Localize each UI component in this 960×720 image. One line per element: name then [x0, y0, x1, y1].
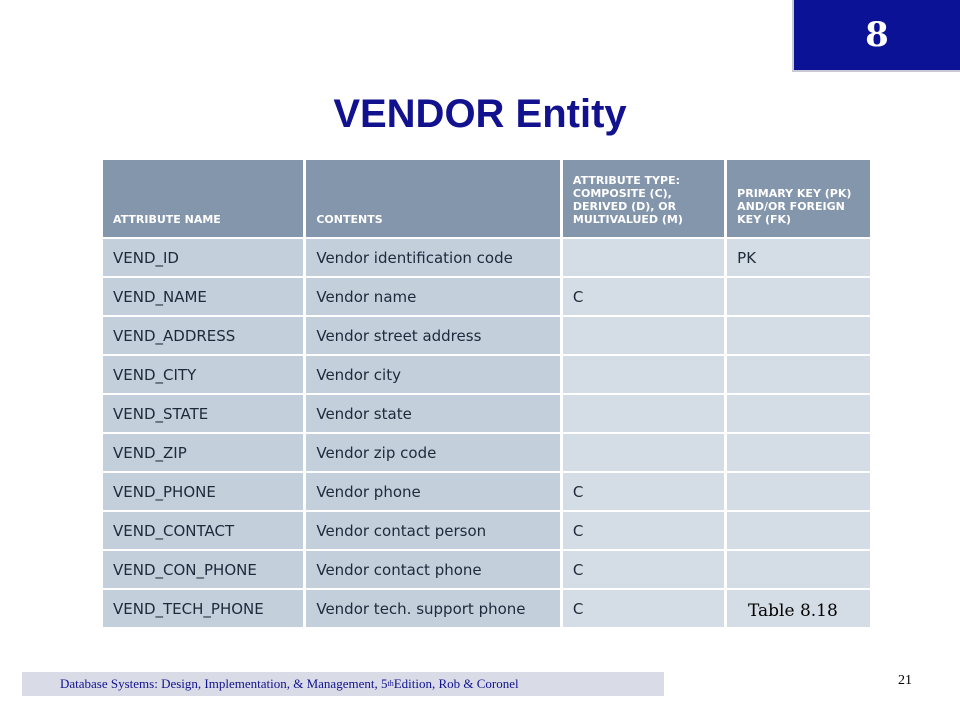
- key-cell: [727, 551, 870, 588]
- contents-cell: Vendor contact phone: [306, 551, 560, 588]
- attribute-name-cell: VEND_CITY: [103, 356, 303, 393]
- table-header-row: [103, 160, 870, 237]
- table-row: [103, 239, 870, 276]
- table-caption: Table 8.18: [748, 601, 838, 621]
- table-row: [103, 356, 870, 393]
- attribute-name-cell: VEND_CONTACT: [103, 512, 303, 549]
- attribute-type-cell: [563, 434, 724, 471]
- attribute-name-cell: VEND_NAME: [103, 278, 303, 315]
- contents-cell: Vendor zip code: [306, 434, 560, 471]
- table-row: [103, 278, 870, 315]
- key-cell: [727, 512, 870, 549]
- attribute-name-cell: VEND_ADDRESS: [103, 317, 303, 354]
- contents-cell: Vendor name: [306, 278, 560, 315]
- contents-cell: Vendor city: [306, 356, 560, 393]
- attribute-type-cell: C: [563, 278, 724, 315]
- contents-cell: Vendor identification code: [306, 239, 560, 276]
- header-attribute-type: ATTRIBUTE TYPE: COMPOSITE (C), DERIVED (D), OR MULTIVALUED (M): [563, 160, 724, 237]
- key-cell: [727, 317, 870, 354]
- key-cell: [727, 356, 870, 393]
- footer-text-main: Database Systems: Design, Implementation, & Management, 5: [60, 676, 388, 691]
- attribute-name-cell: VEND_ID: [103, 239, 303, 276]
- contents-cell: Vendor street address: [306, 317, 560, 354]
- table-row: [103, 434, 870, 471]
- attribute-type-cell: C: [563, 512, 724, 549]
- table-row: [103, 473, 870, 510]
- attribute-type-cell: C: [563, 551, 724, 588]
- attribute-name-cell: VEND_TECH_PHONE: [103, 590, 303, 627]
- attribute-type-cell: [563, 317, 724, 354]
- key-cell: [727, 395, 870, 432]
- header-key: PRIMARY KEY (PK) AND/OR FOREIGN KEY (FK): [727, 160, 870, 237]
- attribute-type-cell: [563, 239, 724, 276]
- attribute-type-cell: C: [563, 590, 724, 627]
- attribute-type-cell: C: [563, 473, 724, 510]
- table-row: [103, 395, 870, 432]
- key-cell: [727, 473, 870, 510]
- table-row: [103, 551, 870, 588]
- contents-cell: Vendor phone: [306, 473, 560, 510]
- key-cell: [727, 434, 870, 471]
- contents-cell: Vendor tech. support phone: [306, 590, 560, 627]
- vendor-entity-table: [100, 158, 873, 629]
- footer-citation: Database Systems: Design, Implementation, & Management, 5 th Edition, Rob & Coronel: [22, 672, 664, 696]
- contents-cell: Vendor contact person: [306, 512, 560, 549]
- contents-cell: Vendor state: [306, 395, 560, 432]
- slide-title: VENDOR Entity: [333, 92, 627, 136]
- key-cell: [727, 278, 870, 315]
- header-contents: CONTENTS: [306, 160, 560, 237]
- vendor-entity-table-image: [103, 160, 873, 626]
- attribute-type-cell: [563, 356, 724, 393]
- chapter-number: 8: [865, 15, 889, 55]
- chapter-number-box: [792, 0, 960, 72]
- key-cell: PK: [727, 239, 870, 276]
- attribute-type-cell: [563, 395, 724, 432]
- table-row: [103, 512, 870, 549]
- attribute-name-cell: VEND_STATE: [103, 395, 303, 432]
- attribute-name-cell: VEND_PHONE: [103, 473, 303, 510]
- attribute-name-cell: VEND_CON_PHONE: [103, 551, 303, 588]
- attribute-name-cell: VEND_ZIP: [103, 434, 303, 471]
- page-number: 21: [898, 673, 912, 688]
- table-row: [103, 317, 870, 354]
- footer-text-end: Edition, Rob & Coronel: [393, 676, 519, 691]
- header-attribute-name: ATTRIBUTE NAME: [103, 160, 303, 237]
